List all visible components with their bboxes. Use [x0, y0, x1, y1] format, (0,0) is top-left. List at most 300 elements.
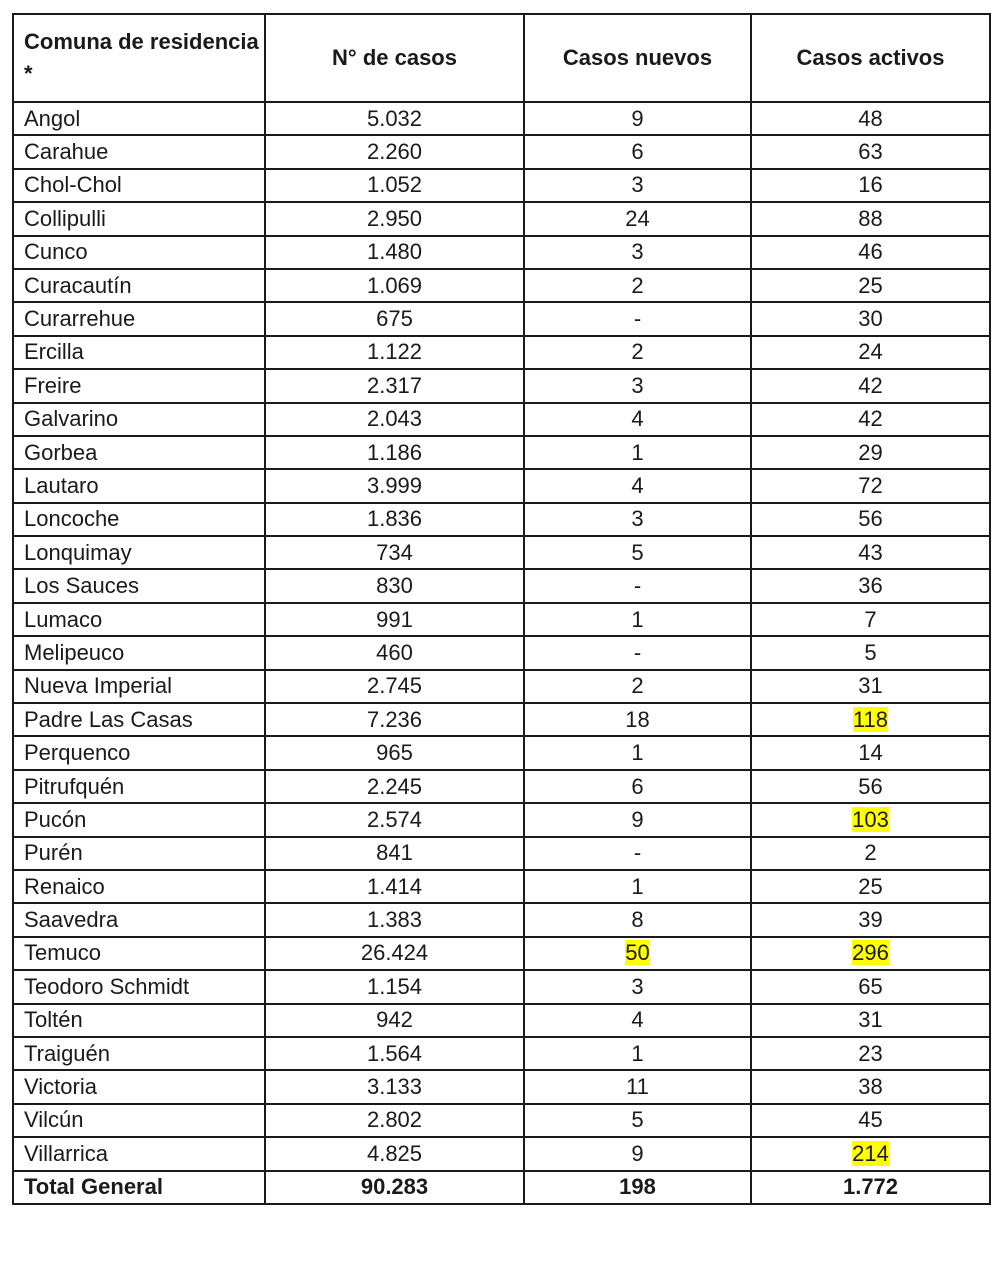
cell-casos-value: 3.133 — [366, 1074, 423, 1100]
cell-activos-value: 29 — [858, 439, 883, 465]
cell-casos-value: 675 — [376, 306, 413, 332]
cell-casos — [265, 636, 524, 669]
cell-activos — [751, 870, 990, 903]
table-body — [13, 102, 990, 1171]
table-row — [13, 503, 990, 536]
cell-comuna — [13, 569, 265, 602]
cell-comuna-value: Freire — [24, 372, 82, 398]
cell-casos-value: 2.802 — [366, 1107, 423, 1133]
cell-nuevos — [524, 636, 751, 669]
cell-nuevos-value: 1 — [631, 439, 644, 465]
table-row — [13, 1104, 990, 1137]
cell-casos — [265, 236, 524, 269]
cell-activos-value: 42 — [858, 372, 883, 398]
cell-comuna-value: Toltén — [24, 1007, 83, 1033]
cell-comuna-value: Lautaro — [24, 472, 99, 498]
cell-activos-value: 46 — [858, 239, 883, 265]
cell-nuevos-value: 9 — [631, 1140, 644, 1166]
cell-activos-value: 48 — [858, 105, 883, 131]
cell-comuna — [13, 403, 265, 436]
cell-activos — [751, 837, 990, 870]
cell-nuevos-value: 1 — [631, 740, 644, 766]
cell-nuevos — [524, 336, 751, 369]
cell-casos — [265, 736, 524, 769]
cell-comuna-value: Pucón — [24, 806, 87, 832]
cell-activos — [751, 736, 990, 769]
cell-nuevos — [524, 603, 751, 636]
cell-activos — [751, 1004, 990, 1037]
cell-activos-value: 65 — [858, 973, 883, 999]
cell-comuna — [13, 1104, 265, 1137]
cell-activos-value: 45 — [858, 1107, 883, 1133]
cell-comuna-value: Galvarino — [24, 406, 119, 432]
cell-nuevos — [524, 770, 751, 803]
table-row — [13, 269, 990, 302]
cell-nuevos — [524, 569, 751, 602]
cell-activos — [751, 569, 990, 602]
table-row — [13, 837, 990, 870]
cell-casos — [265, 369, 524, 402]
cell-nuevos — [524, 1104, 751, 1137]
table-row — [13, 803, 990, 836]
cell-nuevos — [524, 870, 751, 903]
cell-casos-value: 26.424 — [360, 940, 429, 966]
cell-activos-value: 39 — [858, 907, 883, 933]
cell-activos-value: 31 — [858, 1007, 883, 1033]
cell-casos — [265, 870, 524, 903]
cell-nuevos — [524, 403, 751, 436]
cell-casos — [265, 603, 524, 636]
cell-comuna — [13, 236, 265, 269]
cell-casos-value: 1.480 — [366, 239, 423, 265]
cell-casos — [265, 569, 524, 602]
total-activos: 1.772 — [751, 1171, 990, 1204]
cell-casos-value: 2.950 — [366, 205, 423, 231]
cell-nuevos — [524, 135, 751, 168]
cell-nuevos-value: 6 — [631, 139, 644, 165]
cell-comuna — [13, 937, 265, 970]
cell-casos-value: 1.186 — [366, 439, 423, 465]
cell-activos — [751, 302, 990, 335]
cell-comuna-value: Saavedra — [24, 907, 119, 933]
cell-casos-value: 991 — [376, 606, 413, 632]
table-row — [13, 369, 990, 402]
table-row — [13, 102, 990, 135]
cell-casos — [265, 469, 524, 502]
table-row — [13, 336, 990, 369]
cell-comuna — [13, 1004, 265, 1037]
cell-nuevos-value: - — [633, 573, 642, 599]
cell-casos-value: 3.999 — [366, 472, 423, 498]
table-row — [13, 569, 990, 602]
cell-casos-value: 841 — [376, 840, 413, 866]
cell-comuna — [13, 636, 265, 669]
table-row — [13, 903, 990, 936]
cell-activos-value: 36 — [858, 573, 883, 599]
cell-comuna-value: Pitrufquén — [24, 773, 125, 799]
header-activos: Casos activos — [751, 14, 990, 102]
cell-casos-value: 2.245 — [366, 773, 423, 799]
cell-casos — [265, 770, 524, 803]
cell-comuna-value: Traiguén — [24, 1040, 111, 1066]
total-nuevos: 198 — [524, 1171, 751, 1204]
cell-nuevos-value: 3 — [631, 172, 644, 198]
header-casos: N° de casos — [265, 14, 524, 102]
table-row — [13, 236, 990, 269]
cell-casos-value: 1.564 — [366, 1040, 423, 1066]
cell-activos — [751, 1104, 990, 1137]
cell-comuna — [13, 803, 265, 836]
cell-casos-value: 1.069 — [366, 272, 423, 298]
cell-activos-value: 31 — [858, 673, 883, 699]
cell-casos — [265, 1004, 524, 1037]
cell-activos-value: 43 — [858, 539, 883, 565]
cell-comuna — [13, 102, 265, 135]
cell-casos — [265, 803, 524, 836]
header-comuna: Comuna de residencia * — [13, 14, 265, 102]
cell-comuna-value: Cunco — [24, 239, 88, 265]
cell-casos — [265, 403, 524, 436]
cell-casos-value: 2.317 — [366, 372, 423, 398]
cell-comuna-value: Perquenco — [24, 740, 131, 766]
total-row — [13, 1171, 990, 1204]
cell-comuna-value: Los Sauces — [24, 573, 139, 599]
cell-activos — [751, 202, 990, 235]
cell-nuevos — [524, 670, 751, 703]
cell-casos-value: 942 — [376, 1007, 413, 1033]
cell-activos-value: 14 — [858, 740, 883, 766]
cell-activos — [751, 269, 990, 302]
table-row — [13, 937, 990, 970]
cell-nuevos — [524, 102, 751, 135]
table-row — [13, 870, 990, 903]
cell-activos — [751, 803, 990, 836]
cell-nuevos-value: 4 — [631, 1007, 644, 1033]
cell-activos-value: 5 — [864, 639, 877, 665]
cell-comuna-value: Melipeuco — [24, 639, 125, 665]
cell-nuevos-value: 9 — [631, 806, 644, 832]
cell-activos — [751, 770, 990, 803]
cell-casos — [265, 937, 524, 970]
table-row — [13, 202, 990, 235]
cell-nuevos-value: 2 — [631, 673, 644, 699]
cell-nuevos-value: 3 — [631, 372, 644, 398]
cell-activos — [751, 1037, 990, 1070]
cell-casos-value: 734 — [376, 539, 413, 565]
table-row — [13, 169, 990, 202]
cell-activos-value: 42 — [858, 406, 883, 432]
cell-comuna — [13, 703, 265, 736]
cell-comuna-value: Carahue — [24, 139, 109, 165]
cell-nuevos-value: 3 — [631, 506, 644, 532]
cell-activos — [751, 403, 990, 436]
cell-nuevos — [524, 236, 751, 269]
cell-casos — [265, 302, 524, 335]
cell-comuna-value: Teodoro Schmidt — [24, 973, 190, 999]
cell-activos-value: 2 — [864, 840, 877, 866]
cell-comuna-value: Loncoche — [24, 506, 120, 532]
cell-comuna — [13, 837, 265, 870]
cell-casos-value: 7.236 — [366, 706, 423, 732]
cell-nuevos — [524, 269, 751, 302]
header-nuevos: Casos nuevos — [524, 14, 751, 102]
cell-comuna — [13, 1037, 265, 1070]
cell-casos-value: 965 — [376, 740, 413, 766]
cell-casos — [265, 970, 524, 1003]
cell-activos-value: 23 — [858, 1040, 883, 1066]
cell-comuna — [13, 736, 265, 769]
cell-comuna-value: Ercilla — [24, 339, 84, 365]
cell-nuevos — [524, 937, 751, 970]
total-casos: 90.283 — [265, 1171, 524, 1204]
table-row — [13, 1037, 990, 1070]
cell-comuna-value: Temuco — [24, 940, 102, 966]
table-row — [13, 1070, 990, 1103]
cell-casos — [265, 1070, 524, 1103]
cell-comuna — [13, 302, 265, 335]
cell-nuevos-value: 1 — [631, 606, 644, 632]
cell-casos — [265, 703, 524, 736]
cell-nuevos-value: 1 — [631, 1040, 644, 1066]
cell-activos-highlighted-value: 118 — [852, 706, 889, 732]
cell-casos-value: 2.574 — [366, 806, 423, 832]
cell-nuevos-value: 8 — [631, 907, 644, 933]
cell-comuna — [13, 903, 265, 936]
cell-activos-value: 25 — [858, 873, 883, 899]
cell-activos-highlighted-value: 214 — [852, 1140, 889, 1166]
cell-comuna-value: Padre Las Casas — [24, 706, 193, 732]
cell-activos — [751, 169, 990, 202]
cell-comuna-value: Angol — [24, 105, 81, 131]
cell-comuna-value: Vilcún — [24, 1107, 84, 1133]
cell-casos-value: 2.745 — [366, 673, 423, 699]
cell-nuevos — [524, 1070, 751, 1103]
cell-casos-value: 1.414 — [366, 873, 423, 899]
cell-activos — [751, 236, 990, 269]
cell-casos — [265, 436, 524, 469]
cell-casos-value: 1.836 — [366, 506, 423, 532]
cell-comuna — [13, 536, 265, 569]
total-label: Total General — [13, 1171, 265, 1204]
cell-activos — [751, 135, 990, 168]
cases-table — [12, 13, 991, 1205]
cell-casos-value: 2.043 — [366, 406, 423, 432]
header-row — [13, 14, 990, 102]
cell-activos-value: 72 — [858, 472, 883, 498]
cell-activos-value: 24 — [858, 339, 883, 365]
cell-activos — [751, 469, 990, 502]
cell-casos-value: 830 — [376, 573, 413, 599]
cell-nuevos-value: 2 — [631, 339, 644, 365]
cell-casos — [265, 169, 524, 202]
cell-nuevos — [524, 302, 751, 335]
cell-comuna — [13, 870, 265, 903]
table-row — [13, 469, 990, 502]
cell-comuna-value: Lonquimay — [24, 539, 132, 565]
cell-comuna — [13, 436, 265, 469]
cell-casos — [265, 135, 524, 168]
cell-comuna — [13, 970, 265, 1003]
cell-comuna-value: Curacautín — [24, 272, 132, 298]
cell-activos-value: 56 — [858, 773, 883, 799]
cell-casos — [265, 1104, 524, 1137]
table-row — [13, 302, 990, 335]
table-row — [13, 970, 990, 1003]
cell-casos — [265, 536, 524, 569]
table-row — [13, 703, 990, 736]
table-row — [13, 603, 990, 636]
cell-casos — [265, 202, 524, 235]
cell-nuevos-value: 5 — [631, 539, 644, 565]
cell-comuna-value: Gorbea — [24, 439, 98, 465]
cell-nuevos-value: 9 — [631, 105, 644, 131]
cell-comuna — [13, 336, 265, 369]
table-row — [13, 736, 990, 769]
cell-casos-value: 1.122 — [366, 339, 423, 365]
cell-casos — [265, 903, 524, 936]
table-row — [13, 436, 990, 469]
cell-activos — [751, 703, 990, 736]
cell-comuna — [13, 503, 265, 536]
cell-comuna-value: Renaico — [24, 873, 105, 899]
cell-activos — [751, 937, 990, 970]
cell-comuna-value: Nueva Imperial — [24, 673, 172, 699]
cell-nuevos-highlighted-value: 50 — [625, 940, 650, 966]
cell-activos — [751, 970, 990, 1003]
cell-nuevos-value: - — [633, 306, 642, 332]
cell-activos-value: 88 — [858, 205, 883, 231]
cell-nuevos-value: 4 — [631, 472, 644, 498]
cell-nuevos — [524, 469, 751, 502]
cell-comuna — [13, 670, 265, 703]
table-row — [13, 1004, 990, 1037]
cell-activos-value: 56 — [858, 506, 883, 532]
cell-nuevos-value: - — [633, 639, 642, 665]
cell-casos — [265, 102, 524, 135]
cell-casos — [265, 269, 524, 302]
cell-activos — [751, 369, 990, 402]
cell-nuevos — [524, 169, 751, 202]
cell-nuevos — [524, 803, 751, 836]
cell-activos-value: 30 — [858, 306, 883, 332]
cell-casos-value: 4.825 — [366, 1140, 423, 1166]
cell-comuna — [13, 1137, 265, 1170]
cell-casos — [265, 1037, 524, 1070]
cell-nuevos-value: 24 — [625, 205, 650, 231]
cell-comuna — [13, 135, 265, 168]
cell-comuna-value: Purén — [24, 840, 83, 866]
cell-activos — [751, 603, 990, 636]
table-row — [13, 636, 990, 669]
cell-nuevos — [524, 369, 751, 402]
cell-nuevos-value: 5 — [631, 1107, 644, 1133]
cell-comuna — [13, 269, 265, 302]
cell-activos — [751, 903, 990, 936]
cell-nuevos-value: 1 — [631, 873, 644, 899]
cell-nuevos — [524, 503, 751, 536]
cell-activos-highlighted-value: 103 — [852, 806, 889, 832]
cell-activos-value: 25 — [858, 272, 883, 298]
cell-nuevos — [524, 1137, 751, 1170]
cell-activos — [751, 336, 990, 369]
cell-comuna — [13, 1070, 265, 1103]
cell-comuna — [13, 770, 265, 803]
cell-casos-value: 2.260 — [366, 139, 423, 165]
cell-nuevos — [524, 1004, 751, 1037]
table-row — [13, 1137, 990, 1170]
cell-nuevos — [524, 1037, 751, 1070]
cell-nuevos-value: 3 — [631, 973, 644, 999]
cell-comuna — [13, 169, 265, 202]
cell-nuevos-value: 6 — [631, 773, 644, 799]
cell-casos-value: 460 — [376, 639, 413, 665]
cell-activos — [751, 102, 990, 135]
cell-casos — [265, 670, 524, 703]
cell-nuevos — [524, 903, 751, 936]
cell-activos-value: 16 — [858, 172, 883, 198]
cell-activos — [751, 1137, 990, 1170]
cell-activos — [751, 536, 990, 569]
table-row — [13, 670, 990, 703]
cell-casos-value: 5.032 — [366, 105, 423, 131]
cell-comuna — [13, 469, 265, 502]
cell-casos — [265, 1137, 524, 1170]
cell-casos-value: 1.383 — [366, 907, 423, 933]
table-row — [13, 536, 990, 569]
cell-nuevos — [524, 202, 751, 235]
table-row — [13, 135, 990, 168]
cell-activos-highlighted-value: 296 — [852, 940, 889, 966]
cell-nuevos-value: 18 — [625, 706, 650, 732]
cell-activos — [751, 503, 990, 536]
cell-activos-value: 38 — [858, 1074, 883, 1100]
cell-casos-value: 1.052 — [366, 172, 423, 198]
cell-nuevos-value: 11 — [626, 1074, 649, 1100]
cell-activos-value: 7 — [864, 606, 877, 632]
cell-casos — [265, 503, 524, 536]
cell-comuna — [13, 603, 265, 636]
cell-activos — [751, 670, 990, 703]
cell-comuna-value: Chol-Chol — [24, 172, 122, 198]
cell-comuna-value: Curarrehue — [24, 306, 136, 332]
cell-nuevos-value: 3 — [631, 239, 644, 265]
cell-comuna-value: Villarrica — [24, 1140, 108, 1166]
cell-comuna — [13, 369, 265, 402]
cell-comuna-value: Lumaco — [24, 606, 103, 632]
cell-nuevos-value: 4 — [631, 406, 644, 432]
cell-activos — [751, 436, 990, 469]
cell-nuevos — [524, 536, 751, 569]
cell-casos — [265, 837, 524, 870]
cell-casos — [265, 336, 524, 369]
cell-nuevos — [524, 703, 751, 736]
cell-comuna — [13, 202, 265, 235]
cell-nuevos — [524, 736, 751, 769]
cell-nuevos — [524, 837, 751, 870]
cell-comuna-value: Victoria — [24, 1074, 97, 1100]
table-row — [13, 403, 990, 436]
cell-nuevos — [524, 436, 751, 469]
cell-comuna-value: Collipulli — [24, 205, 106, 231]
cell-nuevos — [524, 970, 751, 1003]
cell-activos — [751, 1070, 990, 1103]
cell-nuevos-value: 2 — [631, 272, 644, 298]
cell-activos-value: 63 — [858, 139, 883, 165]
table-row — [13, 770, 990, 803]
cell-activos — [751, 636, 990, 669]
cell-casos-value: 1.154 — [366, 973, 423, 999]
cell-nuevos-value: - — [633, 840, 642, 866]
